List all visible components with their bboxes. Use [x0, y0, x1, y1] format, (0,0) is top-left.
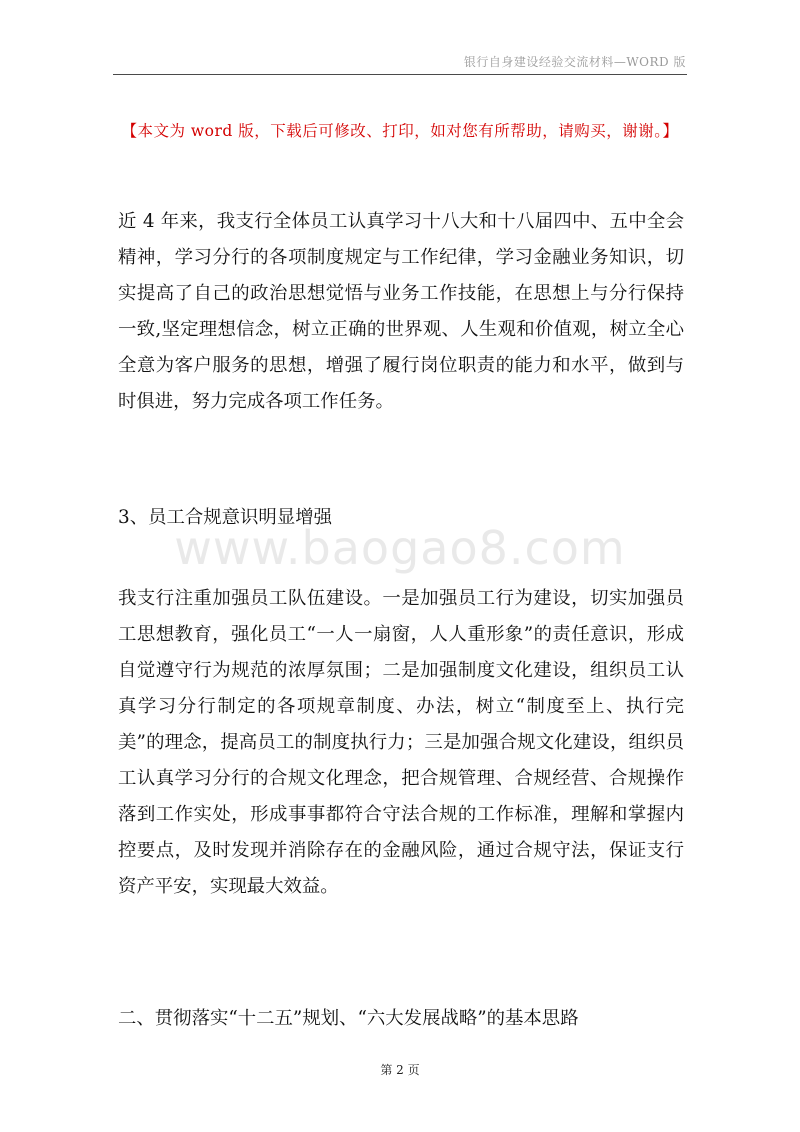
body-section-1 [118, 204, 684, 420]
page-number: 第 2 页 [380, 1063, 420, 1077]
section-heading-3 [118, 500, 684, 536]
watermark: www.baogao8.com [174, 521, 626, 575]
section-heading-2-text: 二、贯彻落实“十二五”规划、“六大发展战略”的基本思路 [118, 1008, 579, 1029]
section-heading-2 [118, 1001, 684, 1037]
section-heading-3-text: 3、员工合规意识明显增强 [118, 507, 332, 528]
header-divider [113, 74, 687, 75]
purchase-notice: 【本文为 word 版，下载后可修改、打印，如对您有所帮助，请购买，谢谢。】 [121, 122, 679, 140]
page-header-title: 银行自身建设经验交流材料—WORD 版 [463, 55, 686, 69]
body-section-2 [118, 581, 684, 905]
body-paragraph-1: 近 4 年来，我支行全体员工认真学习十八大和十八届四中、五中全会精神，学习分行的各项制度规定与工作纪律，学习金融业务知识，切实提高了自己的政治思想觉悟与业务工作技能，在思想上与分行保持一致,坚定理想信念，树立正确的世界观、人生观和价值观，树立全心全意为客户服务的思想，增强了履行岗位职责的能力和水平，做到与时俱进，努力完成各项工作任务。 [118, 211, 684, 412]
body-paragraph-2: 我支行注重加强员工队伍建设。一是加强员工行为建设，切实加强员工思想教育，强化员工“一人一扇窗，人人重形象”的责任意识，形成自觉遵守行为规范的浓厚氛围；二是加强制度文化建设，组织员工认真学习分行制定的各项规章制度、办法，树立“制度至上、执行完美”的理念，提高员工的制度执行力；三是加强合规文化建设，组织员工认真学习分行的合规文化理念，把合规管理、合规经营、合规操作落到工作实处，形成事事都符合守法合规的工作标准，理解和掌握内控要点，及时发现并消除存在的金融风险，通过合规守法，保证支行资产平安，实现最大效益。 [118, 588, 684, 897]
